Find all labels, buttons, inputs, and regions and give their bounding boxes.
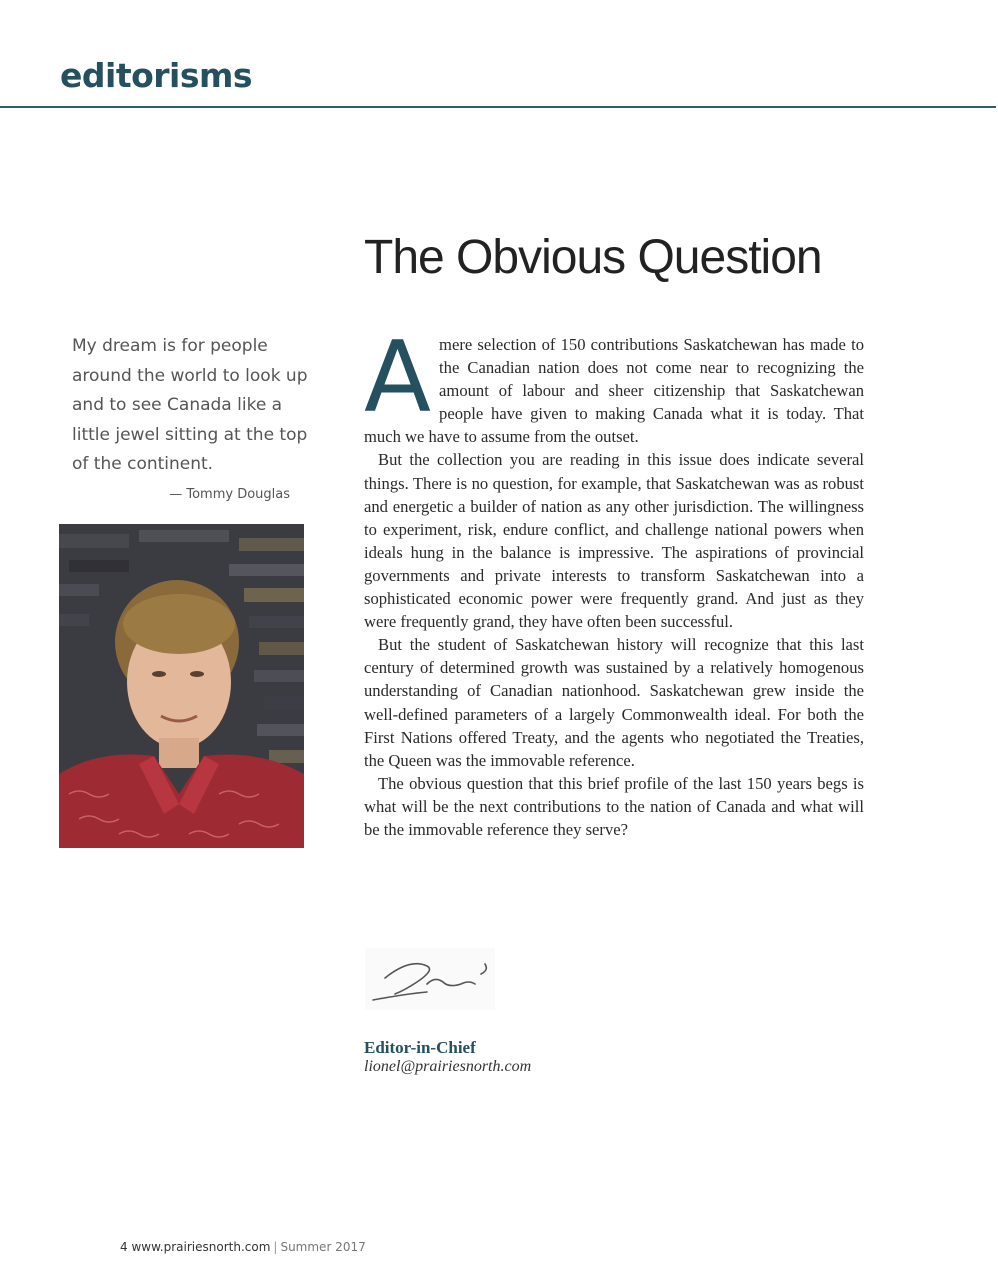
article-body: [364, 321, 864, 841]
drop-cap: A: [364, 321, 432, 435]
signoff-email[interactable]: lionel@prairiesnorth.com: [364, 1058, 532, 1075]
article-title: The Obvious Question: [364, 231, 822, 284]
paragraph-4: The obvious question that this brief profile of the last 150 years begs is what will be the next contributions to the nation of Canada and what will be the immovable reference they serve?: [364, 773, 864, 839]
footer-issue: Summer 2017: [280, 1240, 366, 1254]
quote-attribution: — Tommy Douglas: [169, 487, 290, 502]
paragraph-1-text: mere selection of 150 contributions Saskatchewan has made to the Canadian nation does not come near to recognizing the amount of labour and sheer citizenship that Saskatchewan people have given to making Canada what it is today. That much we have to assume from the outset.: [364, 335, 864, 447]
paragraph-3: But the student of Saskatchewan history will recognize that this last century of determined growth was sustained by a relatively homogenous understanding of Canadian nationhood. Saskatchewan grew inside the well-defined parameters of a largely Commonwealth ideal. For both the First Nations offered Treaty, and the agents who negotiated the Treaties, the Queen was the immovable reference.: [364, 635, 864, 770]
editor-photo: [59, 524, 304, 848]
section-title: editorisms: [60, 56, 253, 95]
signoff-role: Editor-in-Chief: [364, 1038, 476, 1057]
paragraph-1: [364, 321, 864, 448]
paragraph-2: But the collection you are reading in this issue does indicate several things. There is no question, for example, that Saskatchewan was as robust and energetic a builder of nation as any other jurisdiction. The willingness to experiment, risk, endure conflict, and challenge national powers when ideals hung in the balance is impressive. The aspirations of provincial governments and private interests to transform Saskatchewan into a sophisticated economic power were frequently grand. And just as they were frequently grand, they have often been successful.: [364, 450, 864, 632]
footer-website[interactable]: www.prairiesnorth.com: [131, 1240, 271, 1254]
editor-signature: [365, 948, 495, 1010]
page-number: 4: [120, 1240, 128, 1254]
page-footer: [120, 1240, 366, 1254]
footer-separator: |: [273, 1240, 278, 1254]
header-rule: [0, 106, 996, 108]
pull-quote: My dream is for people around the world to look up and to see Canada like a little jewel sitting at the top of the continent.: [72, 336, 308, 475]
